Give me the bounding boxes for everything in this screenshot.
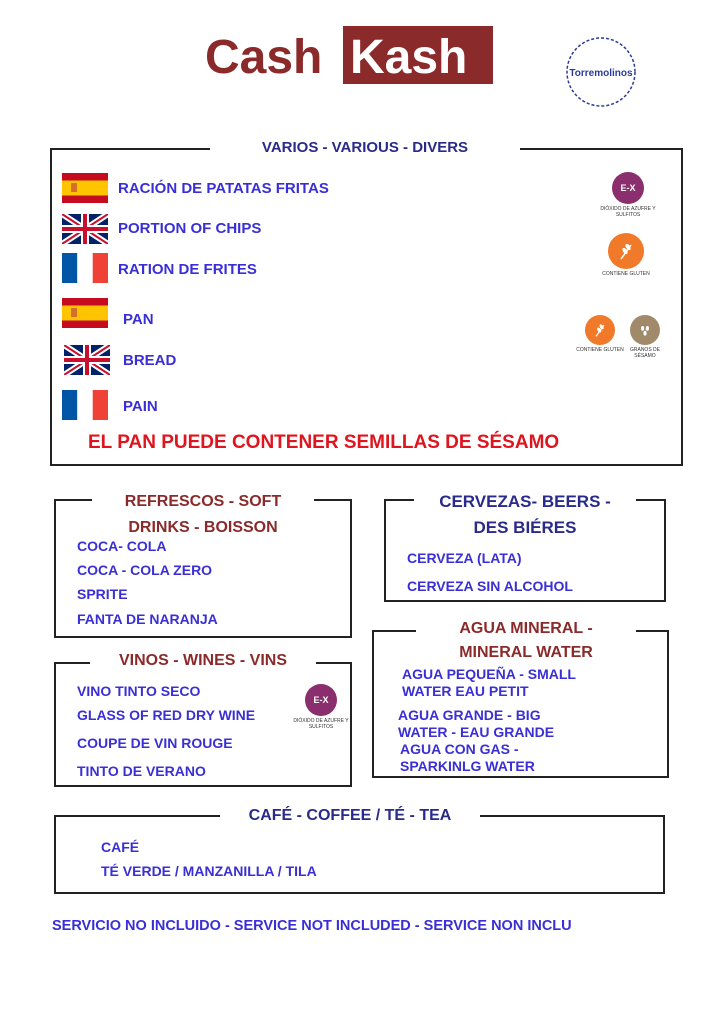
- sesame-label: GRANOS DE SÉSAMO: [629, 347, 660, 359]
- cervezas-item: CERVEZA (LATA): [407, 550, 522, 566]
- cervezas-item: CERVEZA SIN ALCOHOL: [407, 578, 573, 594]
- cafe-title: CAFÉ - COFFEE / TÉ - TEA: [220, 807, 480, 825]
- sesame-icon: [630, 315, 660, 345]
- refrescos-item: COCA - COLA ZERO: [77, 562, 213, 578]
- agua-item-line: WATER EAU PETIT: [402, 683, 529, 699]
- refrescos-item: FANTA DE NARANJA: [77, 611, 218, 627]
- refrescos-item: SPRITE: [77, 586, 128, 602]
- cafe-item: CAFÉ: [101, 839, 140, 855]
- refrescos-title: [92, 489, 314, 541]
- gluten-allergen: [596, 233, 656, 277]
- varios-item-frites-fr: RATION DE FRITES: [118, 261, 257, 278]
- vinos-item: GLASS OF RED DRY WINE: [77, 707, 256, 723]
- cafe-box: [54, 815, 665, 894]
- agua-item: [398, 707, 554, 741]
- agua-item: [402, 666, 576, 700]
- sulfites-allergen: [291, 684, 351, 730]
- sulfites-label: DIÓXIDO DE AZUFRE Y SULFITOS: [293, 718, 349, 730]
- spain-flag-icon: [62, 298, 108, 328]
- logo-kash-text: Kash: [350, 31, 468, 84]
- agua-item-line: WATER - EAU GRANDE: [398, 724, 555, 740]
- vinos-item: TINTO DE VERANO: [77, 763, 206, 779]
- sulfites-icon: E-X: [612, 172, 644, 204]
- agua-item: [400, 741, 535, 775]
- sulfites-allergen: [598, 172, 658, 218]
- wheat-icon: [608, 233, 644, 269]
- france-flag-icon: [62, 390, 108, 420]
- wheat-icon: [585, 315, 615, 345]
- agua-item-line: SPARKINLG WATER: [400, 758, 535, 774]
- seal-text: Torremolinos: [569, 68, 633, 79]
- gluten-allergen-2: [575, 315, 625, 353]
- france-flag-icon: [62, 253, 108, 283]
- varios-item-bread-en: BREAD: [123, 352, 177, 369]
- refrescos-title-line2: DRINKS - BOISSON: [128, 519, 278, 536]
- sesame-allergen: [620, 315, 670, 359]
- agua-title-line2: MINERAL WATER: [459, 644, 593, 661]
- cervezas-title-line1: CERVEZAS- BEERS -: [439, 492, 611, 511]
- vinos-item: COUPE DE VIN ROUGE: [77, 735, 233, 751]
- gluten-label-2: CONTIENE GLUTEN: [576, 347, 624, 353]
- sesame-warning: EL PAN PUEDE CONTENER SEMILLAS DE SÉSAMO: [88, 432, 560, 453]
- cervezas-title: [414, 489, 636, 541]
- refrescos-title-line1: REFRESCOS - SOFT: [124, 493, 282, 510]
- uk-flag-icon: [62, 214, 108, 244]
- gluten-label: CONTIENE GLUTEN: [602, 271, 650, 277]
- varios-item-pan-es: PAN: [123, 311, 154, 328]
- cervezas-title-line2: DES BIÉRES: [473, 518, 577, 537]
- vinos-title: VINOS - WINES - VINS: [90, 652, 316, 670]
- sulfites-icon: E-X: [305, 684, 337, 716]
- agua-item-line: AGUA CON GAS -: [400, 741, 519, 757]
- spain-flag-icon: [62, 173, 108, 203]
- sulfites-label: DIÓXIDO DE AZUFRE Y SULFITOS: [600, 206, 656, 218]
- varios-item-pain-fr: PAIN: [123, 398, 158, 415]
- agua-title-line1: AGUA MINERAL -: [459, 620, 593, 637]
- vinos-item: VINO TINTO SECO: [77, 683, 201, 699]
- refrescos-item: COCA- COLA: [77, 538, 167, 554]
- varios-title: VARIOS - VARIOUS - DIVERS: [210, 139, 520, 156]
- service-note: SERVICIO NO INCLUIDO - SERVICE NOT INCLUDED - SERVICE NON INCLU: [52, 918, 572, 934]
- uk-flag-icon: [64, 345, 110, 375]
- agua-item-line: AGUA PEQUEÑA - SMALL: [402, 666, 576, 682]
- kosher-seal-icon: [556, 36, 646, 108]
- agua-item-line: AGUA GRANDE - BIG: [398, 707, 541, 723]
- cafe-item: TÉ VERDE / MANZANILLA / TILA: [101, 863, 317, 879]
- logo-cash-text: Cash: [205, 31, 323, 84]
- varios-item-patatas-es: RACIÓN DE PATATAS FRITAS: [118, 180, 329, 197]
- agua-title: [416, 617, 636, 665]
- varios-item-chips-en: PORTION OF CHIPS: [118, 220, 262, 237]
